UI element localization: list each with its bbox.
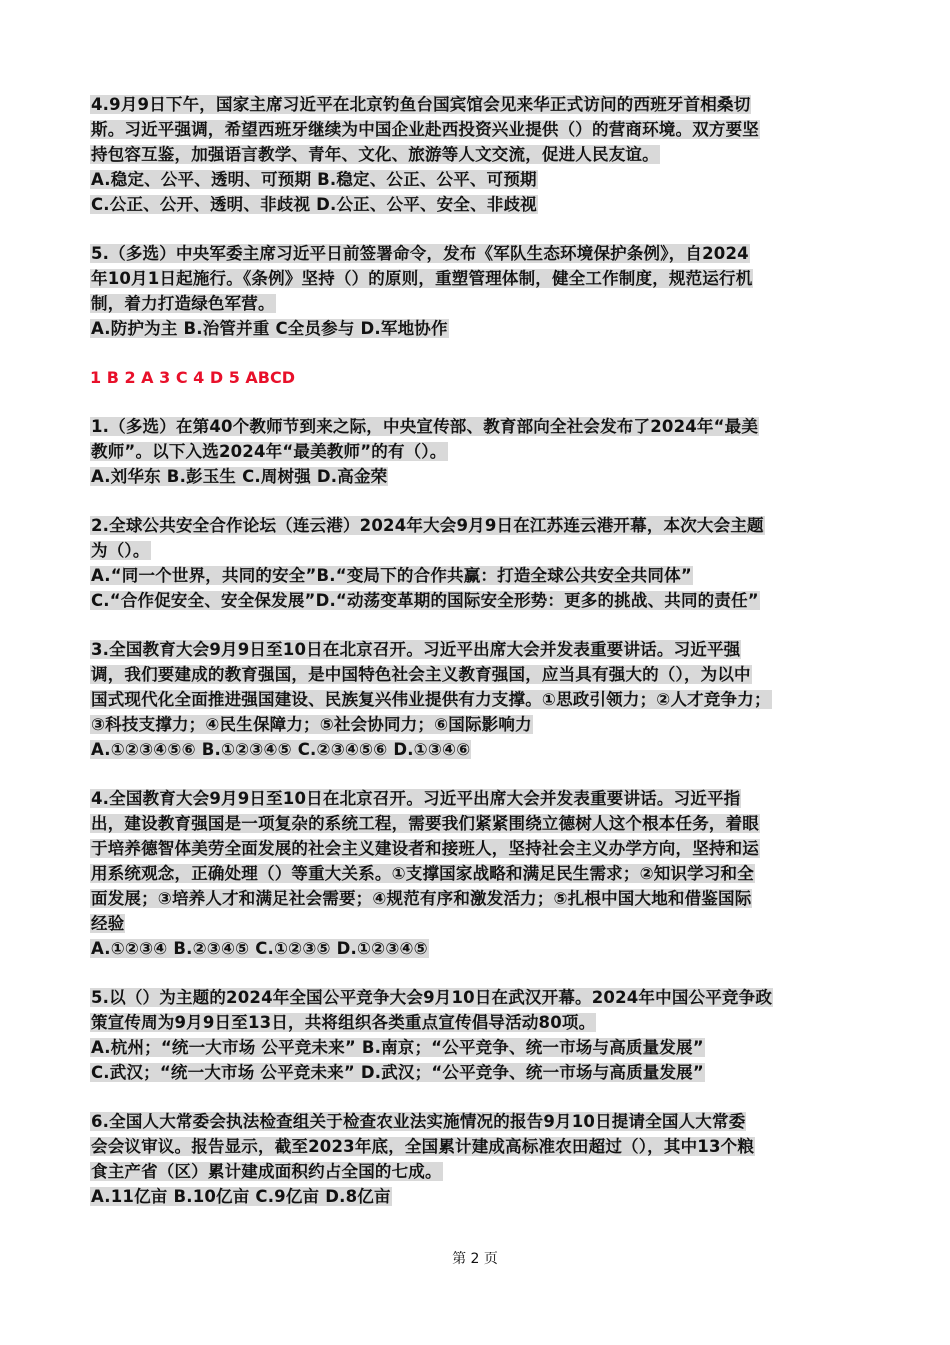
question-option-line: A.①②③④⑤⑥ B.①②③④⑤ C.②③④⑤⑥ D.①③④⑥ <box>91 740 471 759</box>
question-3-block-b <box>90 637 865 762</box>
question-text-line: 持包容互鉴，加强语言教学、青年、文化、旅游等人文交流，促进人民友谊。 <box>91 145 659 164</box>
question-text-line: 斯。习近平强调，希望西班牙继续为中国企业赴西投资兴业提供（）的营商环境。双方要坚 <box>91 120 759 139</box>
question-option-line: A.刘华东 B.彭玉生 C.周树强 D.高金荣 <box>91 467 388 486</box>
question-1-block-b <box>90 414 865 489</box>
question-text-line: 策宣传周为9月9日至13日，共将组织各类重点宣传倡导活动80项。 <box>91 1013 596 1032</box>
question-text-line: 年10月1日起施行。《条例》坚持（）的原则，重塑管理体制，健全工作制度，规范运行机 <box>91 269 753 288</box>
question-text-line: 面发展；③培养人才和满足社会需要；④规范有序和激发活力；⑤扎根中国大地和借鉴国际 <box>91 889 752 908</box>
question-option-line: A.杭州；“统一大市场 公平竞未来” B.南京；“公平竞争、统一市场与高质量发展” <box>91 1038 704 1057</box>
question-option-line: A.防护为主 B.治管并重 C全员参与 D.军地协作 <box>91 319 448 338</box>
question-text-line: 为（）。 <box>91 541 150 560</box>
question-option-line: A.11亿亩 B.10亿亩 C.9亿亩 D.8亿亩 <box>91 1187 391 1206</box>
question-text-line: 教师”。以下入选2024年“最美教师”的有（）。 <box>91 442 447 461</box>
question-option-line: A.①②③④ B.②③④⑤ C.①②③⑤ D.①②③④⑤ <box>91 939 428 958</box>
document-page <box>90 92 865 1233</box>
question-text-line: 制，着力打造绿色军营。 <box>91 294 275 313</box>
question-text-line: 国式现代化全面推进强国建设、民族复兴伟业提供有力支撑。①思政引领力；②人才竞争力； <box>91 690 771 709</box>
question-6-block-b <box>90 1109 865 1209</box>
question-text-line: 出，建设教育强国是一项复杂的系统工程，需要我们紧紧围绕立德树人这个根本任务，着眼 <box>91 814 759 833</box>
question-option-line: A.稳定、公平、透明、可预期 B.稳定、公正、公平、可预期 <box>91 170 537 189</box>
question-text-line: 于培养德智体美劳全面发展的社会主义建设者和接班人，坚持社会主义办学方向，坚持和运 <box>91 839 759 858</box>
question-text-line: 6.全国人大常委会执法检查组关于检查农业法实施情况的报告9月10日提请全国人大常委 <box>91 1112 746 1131</box>
question-text-line: 2.全球公共安全合作论坛（连云港）2024年大会9月9日在江苏连云港开幕，本次大会主题 <box>91 516 764 535</box>
question-text-line: 食主产省（区）累计建成面积约占全国的七成。 <box>91 1162 442 1181</box>
question-5-block-b <box>90 985 865 1085</box>
question-text-line: 调，我们要建成的教育强国，是中国特色社会主义教育强国，应当具有强大的（），为以中 <box>91 665 751 684</box>
question-text-line: ③科技支撑力；④民生保障力；⑤社会协同力；⑥国际影响力 <box>91 715 532 734</box>
question-4-block-b <box>90 786 865 961</box>
question-text-line: 3.全国教育大会9月9日至10日在北京召开。习近平出席大会并发表重要讲话。习近平强 <box>91 640 741 659</box>
question-option-line: A.“同一个世界，共同的安全”B.“变局下的合作共赢：打造全球公共安全共同体” <box>91 566 692 585</box>
question-text-line: 5.（多选）中央军委主席习近平日前签署命令，发布《军队生态环境保护条例》，自2024 <box>91 244 749 263</box>
question-text-line: 用系统观念，正确处理（）等重大关系。①支撑国家战略和满足民生需求；②知识学习和全 <box>91 864 754 883</box>
question-option-line: C.“合作促安全、安全保发展”D.“动荡变革期的国际安全形势：更多的挑战、共同的责任” <box>91 591 759 610</box>
question-text-line: 经验 <box>91 914 125 933</box>
question-4-block-a <box>90 92 865 217</box>
question-text-line: 1.（多选）在第40个教师节到来之际，中央宣传部、教育部向全社会发布了2024年“最美 <box>91 417 759 436</box>
question-text-line: 5.以（）为主题的2024年全国公平竞争大会9月10日在武汉开幕。2024年中国公平竞争政 <box>91 988 773 1007</box>
question-option-line: C.公正、公开、透明、非歧视 D.公正、公平、安全、非歧视 <box>91 195 537 214</box>
question-text-line: 4.全国教育大会9月9日至10日在北京召开。习近平出席大会并发表重要讲话。习近平指 <box>91 789 741 808</box>
question-text-line: 4.9月9日下午，国家主席习近平在北京钓鱼台国宾馆会见来华正式访问的西班牙首相桑切 <box>91 95 751 114</box>
question-2-block-b <box>90 513 865 613</box>
question-option-line: C.武汉；“统一大市场 公平竞未来” D.武汉；“公平竞争、统一市场与高质量发展” <box>91 1063 704 1082</box>
page-number: 第 2 页 <box>452 1251 498 1267</box>
question-5-block-a <box>90 241 865 341</box>
question-text-line: 会会议审议。报告显示，截至2023年底，全国累计建成高标准农田超过（），其中13个粮 <box>91 1137 755 1156</box>
answer-key: 1 B 2 A 3 C 4 D 5 ABCD <box>90 368 295 387</box>
